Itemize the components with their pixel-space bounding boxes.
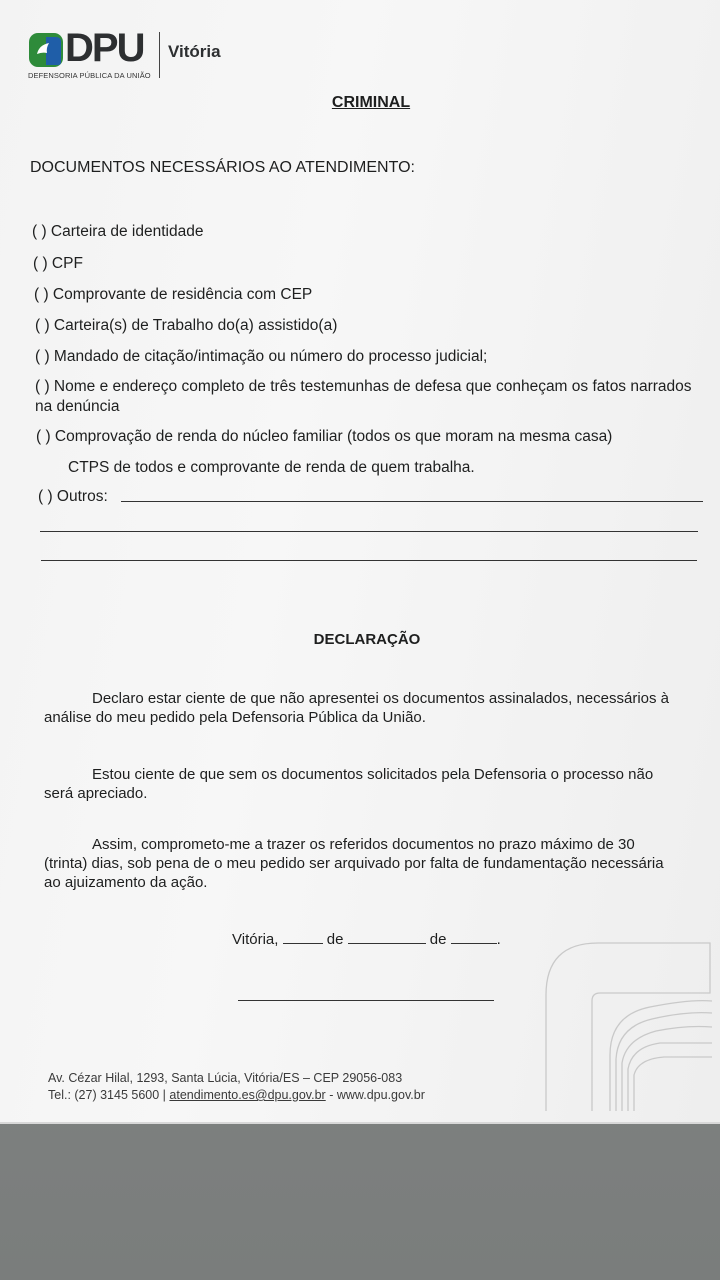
footer-email-link[interactable]: atendimento.es@dpu.gov.br	[169, 1088, 326, 1102]
checklist-item-work-card[interactable]: ( ) Carteira(s) de Trabalho do(a) assistido(a)	[35, 317, 338, 334]
footer-separator: -	[329, 1088, 334, 1102]
checklist-item-identity[interactable]: ( ) Carteira de identidade	[32, 223, 204, 240]
date-city: Vitória,	[232, 931, 279, 948]
footer-website-link[interactable]: www.dpu.gov.br	[336, 1088, 425, 1102]
logo-text: DPU	[65, 26, 144, 70]
date-de-1: de	[326, 931, 344, 948]
dpu-logo	[28, 26, 228, 82]
declaration-title: DECLARAÇÃO	[313, 631, 421, 648]
date-day-blank[interactable]	[283, 929, 323, 944]
declaration-paragraph-3-text: Assim, comprometo-me a trazer os referidos documentos no prazo máximo de 30 (trinta) dias, sob pena de o meu pedido ser arquivado por falta de fundamentação necessária ao ajuizamento da ação.	[44, 836, 664, 891]
others-fill-line-2[interactable]	[40, 531, 698, 532]
checklist-item-income[interactable]: ( ) Comprovação de renda do núcleo familiar (todos os que moram na mesma casa)	[36, 428, 613, 445]
logo-subtitle: DEFENSORIA PÚBLICA DA UNIÃO	[28, 71, 151, 80]
logo-city: Vitória	[168, 42, 221, 61]
declaration-paragraph-2-text: Estou ciente de que sem os documentos solicitados pela Defensoria o processo não será apreciado.	[44, 766, 654, 802]
document-title: CRIMINAL	[331, 94, 411, 111]
checklist-item-residence[interactable]: ( ) Comprovante de residência com CEP	[34, 286, 313, 303]
checklist-item-summons[interactable]: ( ) Mandado de citação/intimação ou número do processo judicial;	[35, 348, 488, 365]
checklist-item-witnesses[interactable]: ( ) Nome e endereço completo de três testemunhas de defesa que conheçam os fatos narrados na denúncia	[35, 378, 692, 415]
others-fill-line-1[interactable]	[121, 501, 703, 502]
documents-heading: DOCUMENTOS NECESSÁRIOS AO ATENDIMENTO:	[30, 159, 415, 176]
others-fill-line-3[interactable]	[41, 560, 697, 561]
checklist-item-income-note: CTPS de todos e comprovante de renda de quem trabalha.	[68, 459, 475, 476]
declaration-paragraph-1	[44, 689, 674, 727]
signature-line[interactable]	[238, 1000, 494, 1001]
date-month-blank[interactable]	[348, 929, 426, 944]
checklist-item-cpf[interactable]: ( ) CPF	[33, 255, 83, 272]
dpu-logo-mark-icon	[28, 32, 64, 68]
checklist-item-others[interactable]: ( ) Outros:	[38, 488, 108, 505]
declaration-paragraph-1-text: Declaro estar ciente de que não apresentei os documentos assinalados, necessários à análise do meu pedido pela Defensoria Pública da União.	[44, 690, 670, 726]
date-line	[232, 929, 501, 948]
logo-divider	[159, 32, 160, 78]
table-surface	[0, 1124, 720, 1280]
footer-contact	[48, 1087, 425, 1104]
date-year-blank[interactable]	[451, 929, 497, 944]
footer-address: Av. Cézar Hilal, 1293, Santa Lúcia, Vitória/ES – CEP 29056-083	[48, 1071, 403, 1085]
declaration-paragraph-2	[44, 765, 674, 803]
declaration-paragraph-3	[44, 835, 674, 892]
dpu-watermark-icon	[540, 935, 720, 1120]
date-end: .	[496, 931, 501, 948]
footer-phone: Tel.: (27) 3145 5600 |	[48, 1088, 166, 1102]
page-footer	[48, 1070, 425, 1104]
date-de-2: de	[429, 931, 447, 948]
